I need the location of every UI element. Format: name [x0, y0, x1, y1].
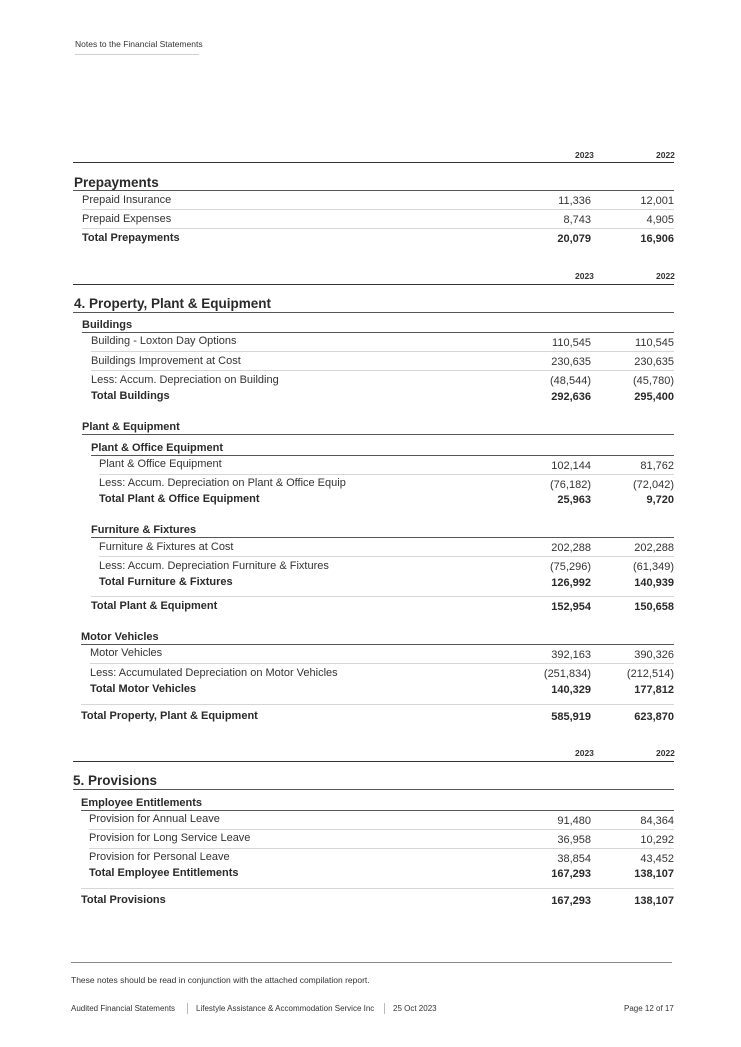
- row-label: Prepaid Expenses: [82, 213, 172, 225]
- year-col-current: 2023: [575, 150, 594, 160]
- footer-divider: [71, 962, 672, 963]
- divider: [73, 312, 674, 313]
- row-label: Prepaid Insurance: [82, 194, 172, 206]
- divider: [81, 644, 674, 645]
- subsection-title-employee: Employee Entitlements: [81, 797, 203, 809]
- group-title-office: Plant & Office Equipment: [91, 442, 224, 454]
- subsection-title-plant: Plant & Equipment: [82, 421, 180, 433]
- divider: [73, 761, 674, 762]
- value-2023: 36,958: [557, 834, 591, 846]
- value-2023: 392,163: [551, 649, 591, 661]
- total-label: Total Buildings: [91, 390, 170, 402]
- subsection-title-vehicles: Motor Vehicles: [81, 631, 159, 643]
- row-divider: [89, 829, 674, 830]
- row-divider: [99, 556, 674, 557]
- total-2022: 16,906: [640, 233, 674, 245]
- row-divider: [90, 663, 674, 664]
- row-divider: [99, 474, 674, 475]
- footer-note: These notes should be read in conjunction with the attached compilation report.: [71, 975, 370, 985]
- total-2022: 295,400: [634, 391, 674, 403]
- total-label: Total Employee Entitlements: [89, 867, 239, 879]
- total-2022: 140,939: [634, 577, 674, 589]
- value-2023: 11,336: [558, 195, 591, 207]
- divider: [73, 284, 674, 285]
- total-2023: 167,293: [551, 895, 591, 907]
- total-2023: 25,963: [557, 494, 591, 506]
- total-label: Total Plant & Office Equipment: [99, 493, 260, 505]
- row-divider: [89, 848, 674, 849]
- total-2023: 152,954: [551, 601, 591, 613]
- total-2023: 585,919: [551, 711, 591, 723]
- value-2023: 38,854: [557, 853, 591, 865]
- total-2022: 150,658: [634, 601, 674, 613]
- value-2022: 230,635: [634, 356, 674, 368]
- value-2023: 8,743: [563, 214, 591, 226]
- value-2022: 12,001: [640, 195, 674, 207]
- value-2022: 4,905: [646, 214, 674, 226]
- row-label: Provision for Annual Leave: [89, 813, 220, 825]
- year-col-prior: 2022: [656, 150, 675, 160]
- total-2023: 20,079: [557, 233, 591, 245]
- total-2023: 140,329: [551, 684, 591, 696]
- total-2023: 126,992: [551, 577, 591, 589]
- divider: [82, 332, 674, 333]
- divider: [82, 434, 674, 435]
- year-col-current: 2023: [575, 748, 594, 758]
- row-label: Less: Accum. Depreciation on Plant & Office Equip: [99, 477, 346, 489]
- divider: [91, 537, 674, 538]
- value-2023: 202,288: [551, 542, 591, 554]
- group-title-furniture: Furniture & Fixtures: [91, 524, 197, 536]
- total-label: Total Motor Vehicles: [90, 683, 197, 695]
- value-2022: 84,364: [640, 815, 674, 827]
- value-2022: 10,292: [640, 834, 674, 846]
- value-2022: 43,452: [640, 853, 674, 865]
- divider: [81, 810, 674, 811]
- value-2023: 102,144: [551, 460, 591, 472]
- page-header-title: Notes to the Financial Statements: [75, 39, 203, 49]
- total-2022: 623,870: [634, 711, 674, 723]
- row-label: Provision for Long Service Leave: [89, 832, 251, 844]
- footer-doc-type: Audited Financial Statements: [71, 1004, 176, 1013]
- total-2023: 167,293: [551, 868, 591, 880]
- total-label: Total Furniture & Fixtures: [99, 576, 233, 588]
- row-label: Provision for Personal Leave: [89, 851, 230, 863]
- total-2022: 9,720: [646, 494, 674, 506]
- value-2023: (251,834): [543, 668, 591, 680]
- section-title-provisions: 5. Provisions: [73, 773, 158, 788]
- row-label: Less: Accum. Depreciation Furniture & Fixtures: [99, 560, 329, 572]
- header-rule: [75, 54, 199, 55]
- year-col-current: 2023: [575, 271, 594, 281]
- value-2022: 202,288: [634, 542, 674, 554]
- total-label: Total Provisions: [81, 894, 166, 906]
- row-label: Motor Vehicles: [90, 647, 163, 659]
- value-2022: 81,762: [640, 460, 674, 472]
- row-divider: [81, 704, 674, 705]
- row-label: Furniture & Fixtures at Cost: [99, 541, 234, 553]
- divider: [73, 162, 674, 163]
- row-divider: [82, 228, 674, 229]
- divider: [73, 789, 674, 790]
- row-label: Building - Loxton Day Options: [91, 335, 237, 347]
- divider: [73, 190, 674, 191]
- total-2023: 292,636: [551, 391, 591, 403]
- footer-org: Lifestyle Assistance & Accommodation Service Inc: [196, 1004, 375, 1013]
- footer-date: 25 Oct 2023: [393, 1004, 437, 1013]
- total-2022: 138,107: [634, 895, 674, 907]
- total-2022: 138,107: [634, 868, 674, 880]
- row-label: Less: Accumulated Depreciation on Motor Vehicles: [90, 667, 338, 679]
- value-2023: (48,544): [550, 375, 591, 387]
- section-title-ppe: 4. Property, Plant & Equipment: [74, 296, 272, 311]
- value-2022: 110,545: [635, 337, 674, 349]
- subsection-title-buildings: Buildings: [82, 319, 133, 331]
- value-2023: 110,545: [552, 337, 591, 349]
- footer-page-number: Page 12 of 17: [624, 1004, 674, 1013]
- row-divider: [81, 888, 674, 889]
- divider: [91, 455, 674, 456]
- value-2023: (76,182): [550, 479, 591, 491]
- total-label: Total Property, Plant & Equipment: [81, 710, 258, 722]
- value-2023: 230,635: [551, 356, 591, 368]
- value-2022: (212,514): [626, 668, 674, 680]
- total-label: Total Plant & Equipment: [91, 600, 218, 612]
- row-label: Plant & Office Equipment: [99, 458, 222, 470]
- value-2022: (45,780): [633, 375, 674, 387]
- value-2023: 91,480: [557, 815, 591, 827]
- row-label: Buildings Improvement at Cost: [91, 355, 241, 367]
- value-2022: 390,326: [634, 649, 674, 661]
- total-label: Total Prepayments: [82, 232, 180, 244]
- footer-separator: [384, 1003, 385, 1014]
- section-title-prepayments: Prepayments: [74, 175, 159, 190]
- footer-separator: [187, 1003, 188, 1014]
- row-divider: [82, 209, 674, 210]
- year-col-prior: 2022: [656, 271, 675, 281]
- row-divider: [91, 370, 674, 371]
- year-col-prior: 2022: [656, 748, 675, 758]
- row-divider: [91, 351, 674, 352]
- value-2022: (61,349): [633, 561, 674, 573]
- total-2022: 177,812: [634, 684, 674, 696]
- value-2022: (72,042): [633, 479, 674, 491]
- row-divider: [91, 596, 674, 597]
- value-2023: (75,296): [550, 561, 591, 573]
- row-label: Less: Accum. Depreciation on Building: [91, 374, 279, 386]
